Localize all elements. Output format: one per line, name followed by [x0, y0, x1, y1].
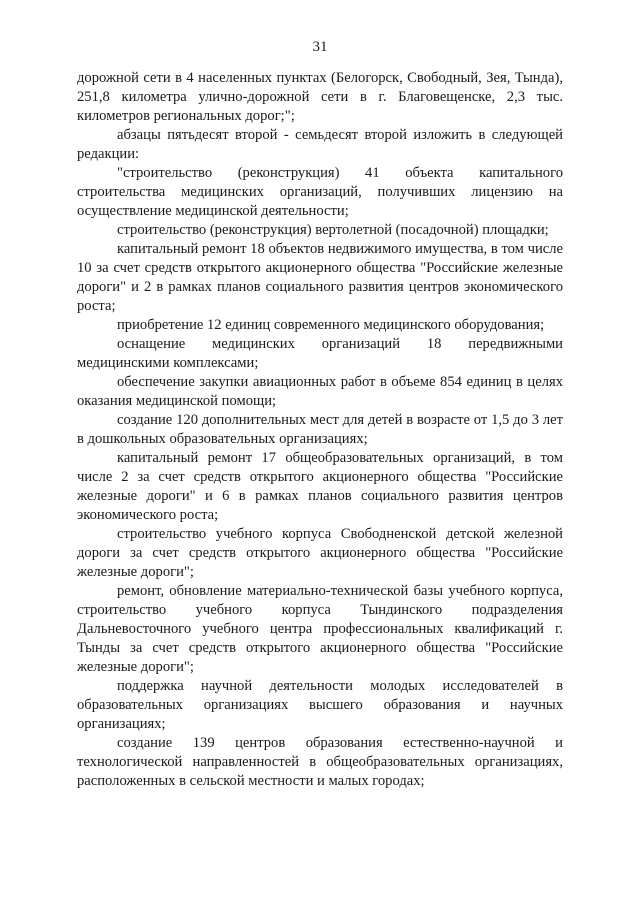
- document-body: [77, 69, 563, 791]
- page-number: 31: [312, 39, 328, 55]
- paragraph: строительство учебного корпуса Свободненской детской железной дороги за счет средств открытого акционерного общества "Российские железные дороги";: [77, 526, 563, 580]
- paragraph: обеспечение закупки авиационных работ в объеме 854 единиц в целях оказания медицинской помощи;: [77, 374, 563, 409]
- paragraph: приобретение 12 единиц современного медицинского оборудования;: [117, 317, 545, 333]
- paragraph: "строительство (реконструкция) 41 объекта капитального строительства медицинских организаций, получивших лицензию на осуществление медицинской деятельности;: [77, 165, 563, 219]
- paragraph: оснащение медицинских организаций 18 передвижными медицинскими комплексами;: [77, 336, 563, 371]
- paragraph: поддержка научной деятельности молодых исследователей в образовательных организациях высшего образования и научных организациях;: [77, 678, 563, 732]
- paragraph: создание 139 центров образования естественно-научной и технологической направленностей в общеобразовательных организациях, расположенных в сельской местности и малых городах;: [77, 735, 563, 789]
- paragraph: строительство (реконструкция) вертолетной (посадочной) площадки;: [117, 222, 549, 238]
- paragraph: дорожной сети в 4 населенных пунктах (Белогорск, Свободный, Зея, Тында), 251,8 километра улично-дорожной сети в г. Благовещенске, 2,3 тыс. километров региональных дорог;";: [77, 70, 563, 124]
- paragraph: капитальный ремонт 18 объектов недвижимого имущества, в том числе 10 за счет средств открытого акционерного общества "Российские железные дороги" и 2 в рамках планов социального развития центров экономического роста;: [77, 241, 563, 314]
- paragraph: создание 120 дополнительных мест для детей в возрасте от 1,5 до 3 лет в дошкольных образовательных организациях;: [77, 412, 563, 447]
- paragraph: абзацы пятьдесят второй - семьдесят второй изложить в следующей редакции:: [77, 127, 563, 162]
- paragraph: ремонт, обновление материально-технической базы учебного корпуса, строительство учебного корпуса Тындинского подразделения Дальневосточного учебного центра профессиональных квалификаций г. Тынды за счет средств открытого акционерного общества "Российские железные дороги";: [77, 583, 563, 675]
- paragraph: капитальный ремонт 17 общеобразовательных организаций, в том числе 2 за счет средств открытого акционерного общества "Российские железные дороги" и 6 в рамках планов социального развития центров экономического роста;: [77, 450, 563, 523]
